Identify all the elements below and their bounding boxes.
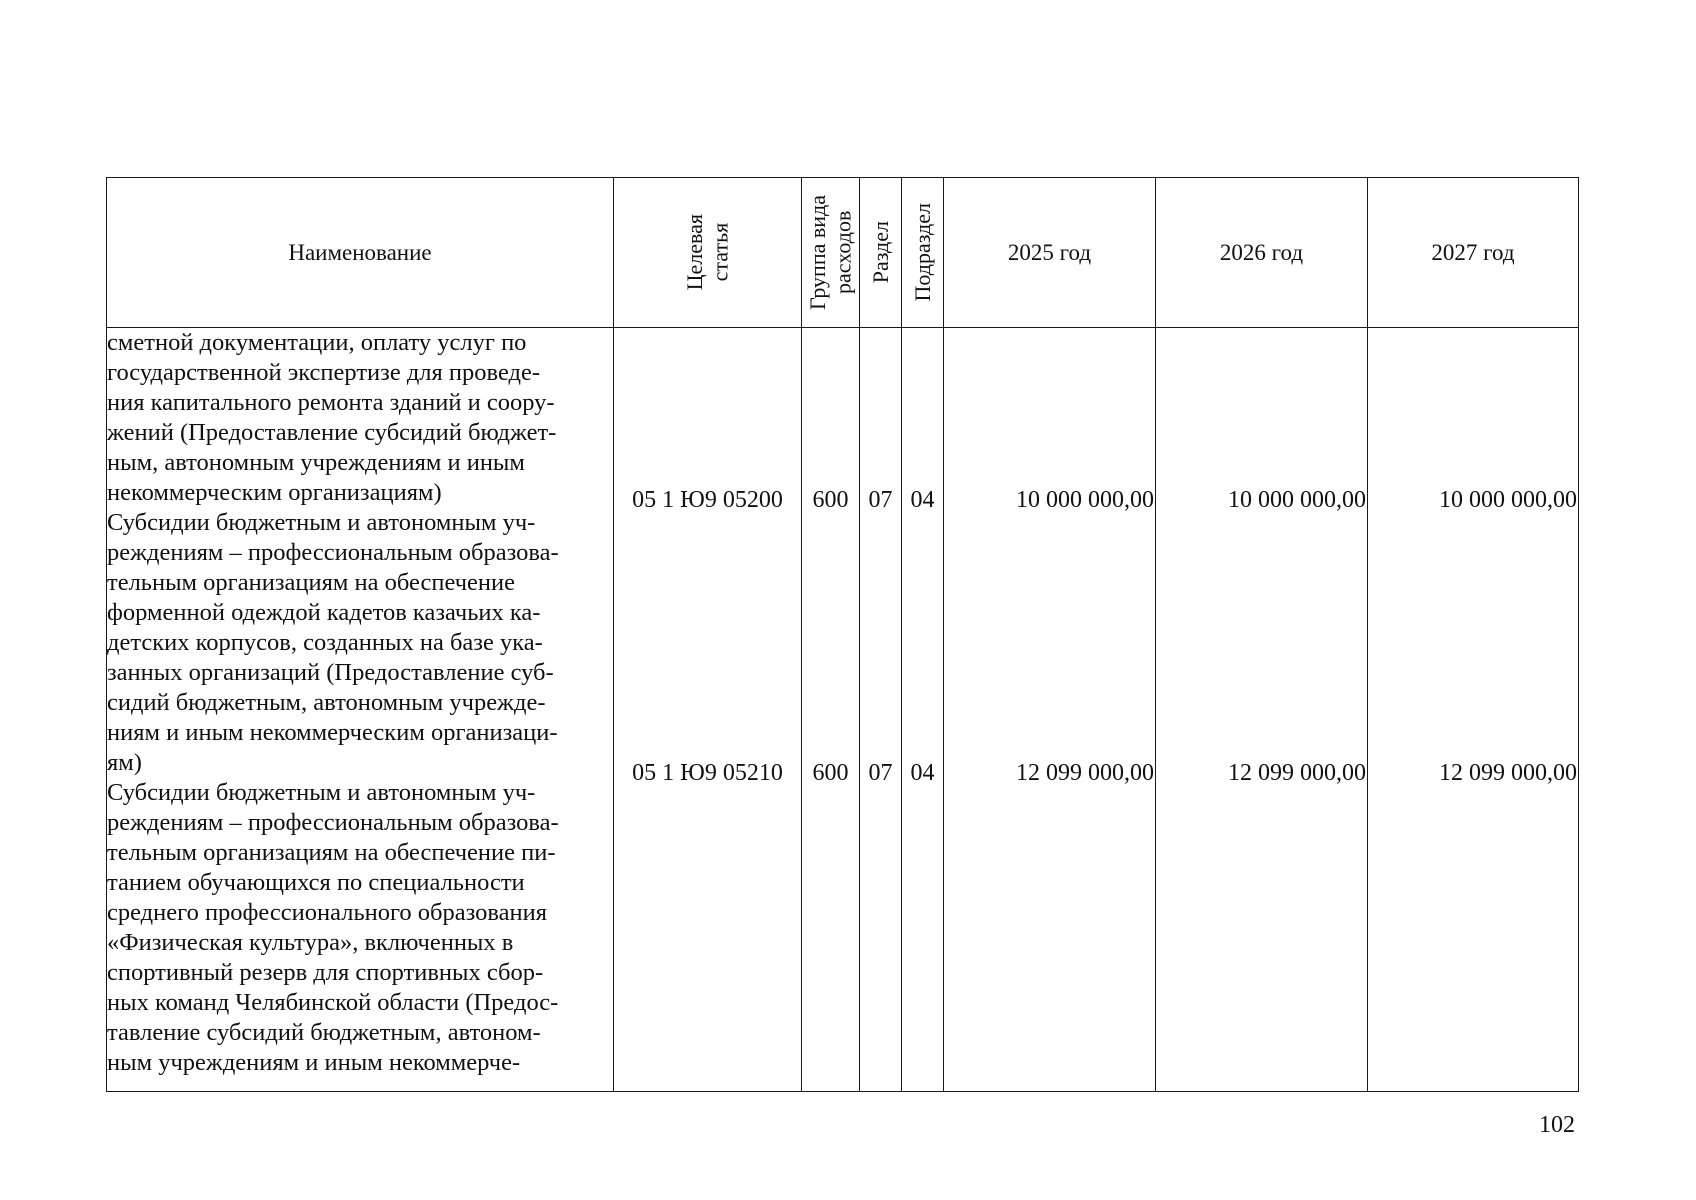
header-year-2026: 2026 год (1156, 178, 1368, 328)
row-1-amount-2027: 10 000 000,00 (1439, 487, 1577, 513)
row-1-subsection: 04 (910, 487, 935, 513)
row-1-target-article: 05 1 Ю9 05200 (632, 487, 783, 513)
row-2-expense-group: 600 (812, 760, 849, 786)
table-body-row (107, 328, 1579, 1092)
name-text-block-2: Субсидии бюджетным и автономным уч- реждениям – профессиональным образова- тельным организациям на обеспечение форменной одеждой кадетов казачьих ка- детских корпусов, созданных на базе ука- занных организаций (Предоставление суб- сидий бюджетным, автономным учрежде- ниям и иным некоммерческим организаци- ям) (107, 509, 559, 776)
year-2026-cell (1156, 328, 1368, 1092)
year-2027-cell (1368, 328, 1579, 1092)
header-year-2027: 2027 год (1368, 178, 1579, 328)
header-section-label: Раздел (867, 221, 893, 284)
header-section (860, 178, 902, 328)
header-expense-group-label: Группа вида расходов (805, 195, 856, 310)
subsection-cell (902, 328, 944, 1092)
expense-group-cell (802, 328, 860, 1092)
row-1-amount-2025: 10 000 000,00 (1016, 487, 1154, 513)
header-subsection-label: Подраздел (909, 203, 935, 302)
header-target-article-label: Целевая статья (682, 214, 733, 291)
row-2-amount-2025: 12 099 000,00 (1016, 760, 1154, 786)
name-text-block-3: Субсидии бюджетным и автономным уч- реждениям – профессиональным образова- тельным организациям на обеспечение пи- танием обучающихся по специальности среднего профессионального образования «Физическая культура», включенных в спортивный резерв для спортивных сбор- ных команд Челябинской области (Предос- тавление субсидий бюджетным, автоном- ным учреждениям и иным некоммерче- (107, 779, 559, 1076)
name-text-block-1: сметной документации, оплату услуг по государственной экспертизе для проведе- ния капитального ремонта зданий и соору- жений (Предоставление субсидий бюджет- ным, автономным учреждениям и иным некоммерческим организациям) (107, 329, 557, 506)
name-cell (107, 328, 614, 1092)
row-2-target-article: 05 1 Ю9 05210 (632, 760, 783, 786)
row-2-amount-2027: 12 099 000,00 (1439, 760, 1577, 786)
row-1-expense-group: 600 (812, 487, 849, 513)
year-2025-cell (944, 328, 1156, 1092)
row-2-amount-2026: 12 099 000,00 (1228, 760, 1366, 786)
header-expense-group (802, 178, 860, 328)
row-2-subsection: 04 (910, 760, 935, 786)
row-1-amount-2026: 10 000 000,00 (1228, 487, 1366, 513)
header-year-2025: 2025 год (944, 178, 1156, 328)
header-subsection (902, 178, 944, 328)
target-article-cell (614, 328, 802, 1092)
row-1-section: 07 (868, 487, 893, 513)
row-2-section: 07 (868, 760, 893, 786)
header-target-article (614, 178, 802, 328)
header-name: Наименование (107, 178, 614, 328)
table-header-row (107, 178, 1579, 328)
section-cell (860, 328, 902, 1092)
budget-table (106, 177, 1579, 1092)
page-number: 102 (1539, 1112, 1575, 1138)
